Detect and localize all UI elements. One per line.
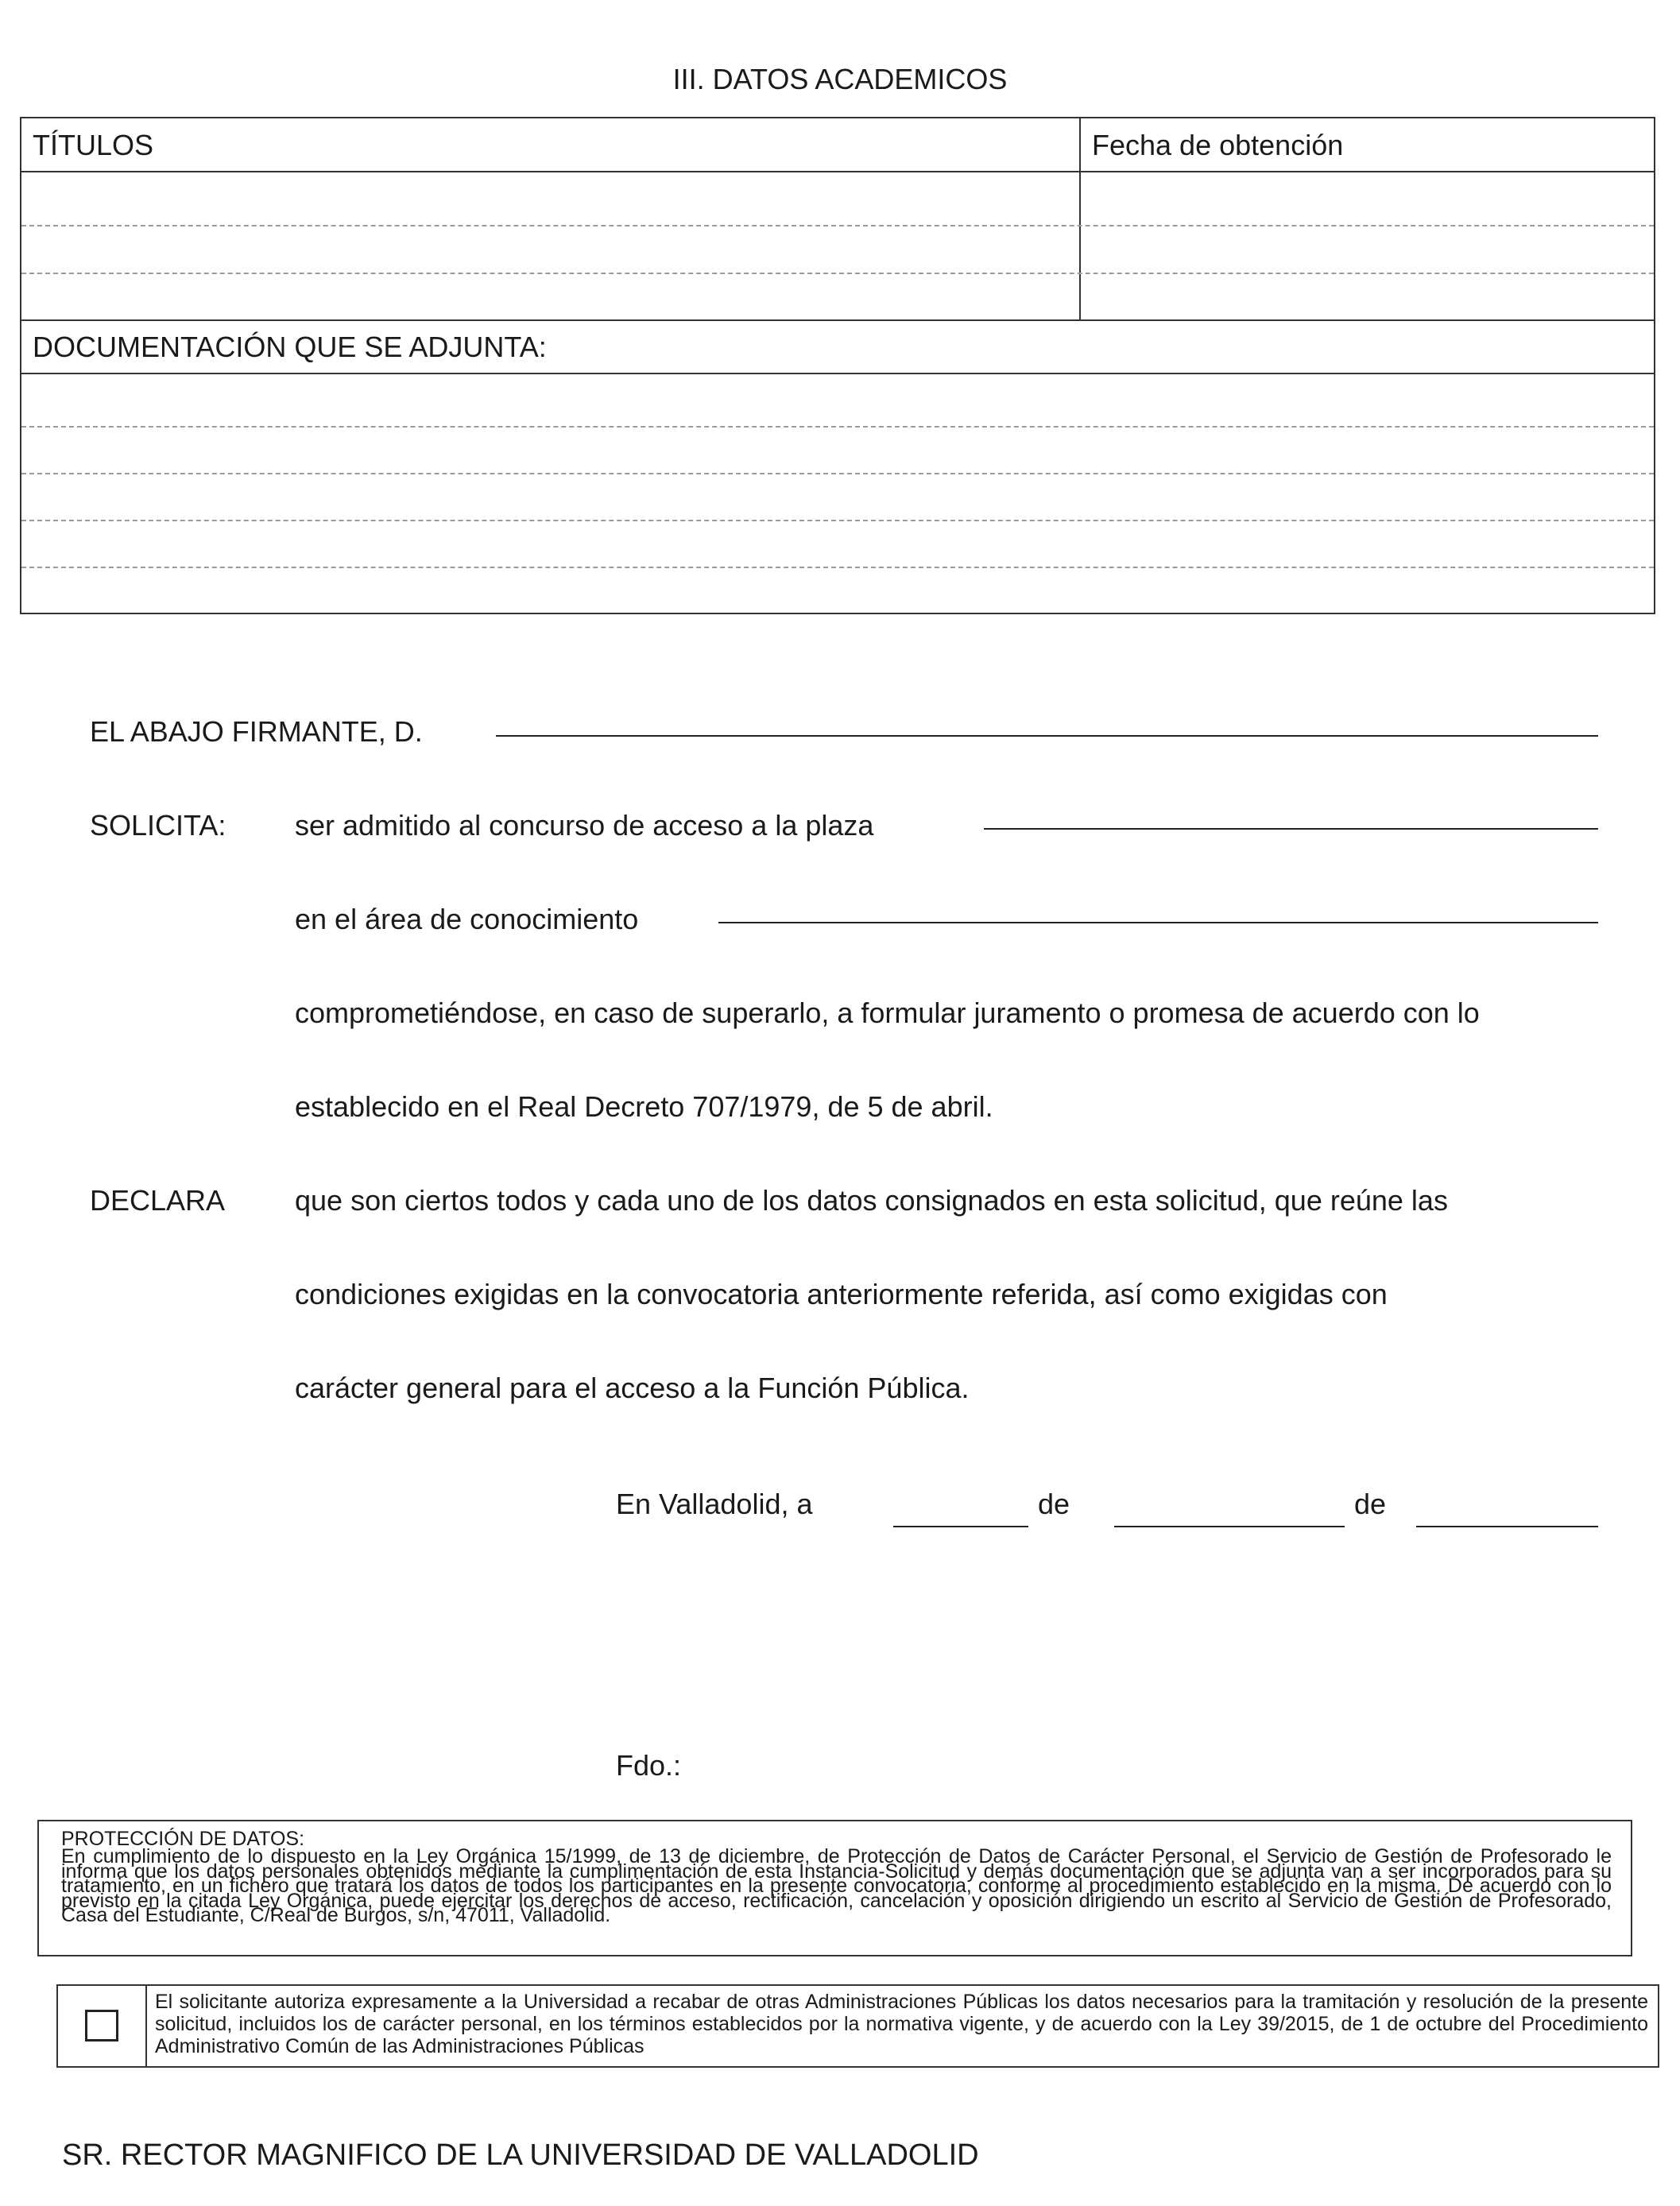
de-label-2: de [1354, 1488, 1387, 1520]
date-entry-field[interactable] [1081, 226, 1654, 273]
consent-divider [145, 1986, 147, 2066]
section-title: III. DATOS ACADEMICOS [672, 63, 1008, 95]
month-field[interactable] [1114, 1526, 1345, 1527]
data-protection-text: En cumplimiento de lo dispuesto en la Ley Orgánica 15/1999, de 13 de diciembre, de Protección de Datos de Carácter Personal, el Servicio de Gestión de Profesorado le informa que los datos personales obtenidos mediante la cumplimentación de esta Instancia-Solicitud y demás documentación que se adjunta van a ser incorporados para su tratamiento, en un fichero que tratará los datos de todos los participantes en la presente convocatoria, conforme al procedimiento establecido en la misma. De acuerdo con lo previsto en la citada Ley Orgánica, puede ejercitar los derechos de acceso, rectificación, cancelación y oposición dirigiendo un escrito al Servicio de Gestión de Profesorado, Casa del Estudiante, C/Real de Burgos, s/n, 47011, Valladolid. [61, 1845, 1612, 1927]
plaza-field[interactable] [984, 828, 1598, 830]
data-protection-title: PROTECCIÓN DE DATOS: [61, 1828, 305, 1850]
column-header-titulos: TÍTULOS [33, 129, 154, 161]
declara-line-3: carácter general para el acceso a la Función Pública. [295, 1372, 970, 1404]
documentation-entry-field[interactable] [21, 374, 1654, 426]
day-field[interactable] [893, 1526, 1028, 1527]
declara-line-2: condiciones exigidas en la convocatoria anteriormente referida, así como exigidas con [295, 1278, 1388, 1310]
date-entry-field[interactable] [1081, 274, 1654, 319]
documentation-entry-field[interactable] [21, 428, 1654, 473]
title-entry-field[interactable] [21, 172, 1079, 225]
signature-label: Fdo.: [616, 1749, 682, 1782]
solicita-label: SOLICITA: [90, 809, 226, 842]
documentation-entry-field[interactable] [21, 568, 1654, 613]
consent-checkbox[interactable] [85, 2010, 118, 2042]
documentation-entry-field[interactable] [21, 521, 1654, 567]
year-field[interactable] [1416, 1526, 1598, 1527]
area-field[interactable] [718, 922, 1598, 923]
academic-data-table [20, 117, 1655, 614]
solicita-line-decreto: establecido en el Real Decreto 707/1979, de 5 de abril. [295, 1090, 993, 1123]
documentation-top-border [21, 319, 1654, 321]
title-entry-field[interactable] [21, 226, 1079, 273]
place-label: En Valladolid, a [616, 1488, 813, 1520]
firmante-label: EL ABAJO FIRMANTE, D. [90, 715, 423, 748]
solicita-line-plaza: ser admitido al concurso de acceso a la plaza [295, 809, 874, 842]
addressee: SR. RECTOR MAGNIFICO DE LA UNIVERSIDAD DE VALLADOLID [62, 2138, 979, 2172]
de-label-1: de [1038, 1488, 1070, 1520]
solicita-line-area: en el área de conocimiento [295, 903, 639, 935]
consent-text: El solicitante autoriza expresamente a la Universidad a recabar de otras Administraciones Públicas los datos necesarios para la tramitación y resolución de la presente solicitud, incluidos los de carácter personal, en los términos establecidos por la normativa vigente, y de acuerdo con la Ley 39/2015, de 1 de octubre del Procedimiento Administrativo Común de las Administraciones Públicas [155, 1991, 1648, 2057]
firmante-name-field[interactable] [496, 735, 1598, 737]
solicita-line-compromiso: comprometiéndose, en caso de superarlo, a formular juramento o promesa de acuerdo con lo [295, 997, 1480, 1029]
documentation-entry-field[interactable] [21, 474, 1654, 520]
declara-label: DECLARA [90, 1184, 226, 1217]
consent-box [56, 1984, 1659, 2068]
title-entry-field[interactable] [21, 274, 1079, 319]
column-header-fecha: Fecha de obtención [1092, 129, 1344, 161]
data-protection-notice [37, 1820, 1632, 1956]
date-entry-field[interactable] [1081, 172, 1654, 225]
declara-line-1: que son ciertos todos y cada uno de los datos consignados en esta solicitud, que reúne las [295, 1184, 1448, 1217]
documentation-label: DOCUMENTACIÓN QUE SE ADJUNTA: [33, 331, 547, 363]
